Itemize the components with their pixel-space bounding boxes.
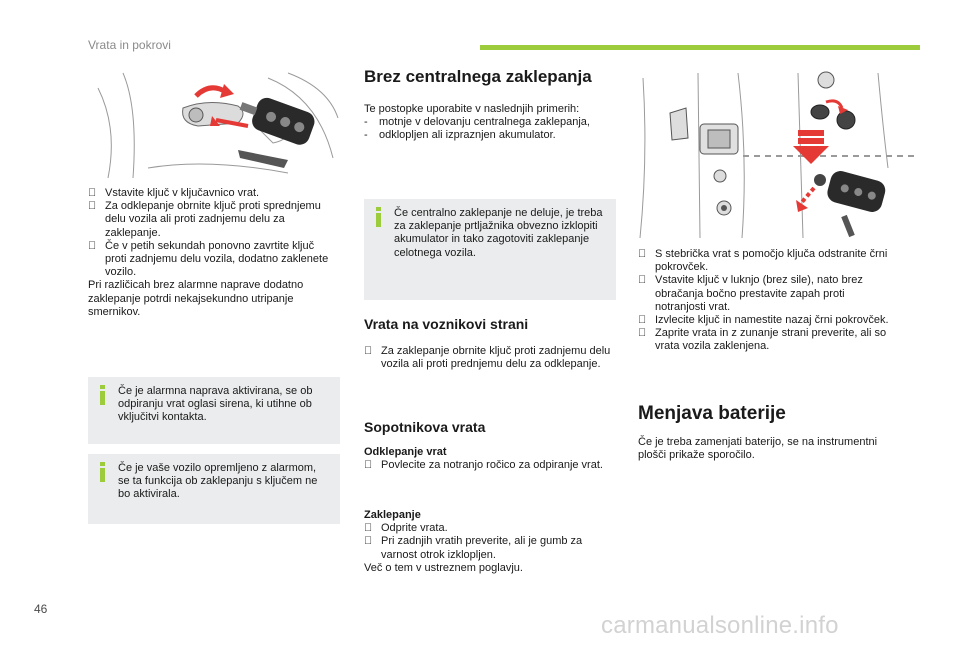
latch-mechanism	[670, 108, 738, 154]
instruction-item: Za odklepanje obrnite ključ proti sprednjemu delu vozila ali proti zadnjemu delu za zaklepanje.	[105, 200, 321, 239]
instruction-item: Izvlecite ključ in namestite nazaj črni pokrovček.	[655, 314, 889, 327]
case-item: - odklopljen ali izpraznjen akumulator.	[364, 129, 556, 142]
note-alarm-siren: Če je alarmna naprava aktivirana, se ob odpiranju vrat oglasi sirena, ki utihne ob vključitvi kontakta.	[88, 377, 340, 444]
instruction-item: Povlecite za notranjo ročico za odpiranje vrat.	[381, 459, 603, 472]
instruction-item: Pri zadnjih vratih preverite, ali je gumb za varnost otrok izklopljen.	[381, 535, 583, 561]
instruction-item: Za zaklepanje obrnite ključ proti zadnjemu delu vozila ali proti prednjemu delu za odklepanje.	[381, 345, 611, 371]
instruction-item: Odprite vrata.	[381, 522, 448, 535]
down-arrow-icon	[793, 130, 829, 164]
key-fob	[235, 90, 317, 148]
running-header: Vrata in pokrovi	[88, 38, 171, 52]
instruction-item: Če v petih sekundah ponovno zavrtite ključ proti zadnjemu delu vozila, dodatno zaklenete vozilo.	[105, 239, 329, 279]
intro-text: Te postopke uporabite v naslednjih primerih:	[364, 103, 580, 115]
instruction-item: Vstavite ključ v luknjo (brez sile), nato brez obračanja bočno prestavite zapah proti notranjosti vrat.	[655, 274, 863, 313]
paragraph-see-chapter: Več o tem v ustreznem poglavju.	[364, 561, 523, 574]
battery-text: Če je treba zamenjati baterijo, se na instrumentni plošči prikaže sporočilo.	[638, 436, 878, 462]
case-item: - motnje v delovanju centralnega zaklepanja,	[364, 116, 590, 129]
subhead-unlocking: Odklepanje vrat	[364, 446, 447, 458]
key-fob	[825, 169, 887, 214]
header-accent-bar	[480, 45, 920, 50]
note-central-locking-failure: Če centralno zaklepanje ne deluje, je treba za zaklepanje prtljažnika obvezno izklopiti akumulator in tako zagotoviti zaklepanje celotnega vozila.	[364, 199, 616, 300]
door-pillar-lock-illustration	[638, 68, 920, 240]
note-alarm-function: Če je vaše vozilo opremljeno z alarmom, se ta funkcija ob zaklepanju s ključem ne bo aktivirala.	[88, 454, 340, 524]
section-title-driver-door: Vrata na voznikovi strani	[364, 316, 529, 332]
instruction-item: Zaprite vrata in z zunanje strani preverite, ali so vrata vozila zaklenjena.	[655, 327, 887, 353]
watermark: carmanualsonline.info	[601, 612, 839, 639]
section-title-battery-change: Menjava baterije	[638, 403, 786, 424]
key-in-door-lock-illustration	[88, 68, 340, 182]
instruction-item: S stebrička vrat s pomočjo ključa odstranite črni pokrovček.	[655, 248, 888, 274]
section-title-no-central-locking: Brez centralnega zaklepanja	[364, 67, 592, 86]
info-icon	[97, 462, 109, 484]
page-number: 46	[34, 602, 48, 616]
subhead-locking: Zaklepanje	[364, 509, 421, 521]
info-icon	[373, 207, 385, 229]
key-blade	[238, 150, 288, 168]
cap-removal	[811, 72, 855, 129]
info-icon	[97, 385, 109, 407]
paragraph-signals: Pri različicah brez alarmne naprave dodatno zaklepanje potrdi nekajsekundno utripanje smernikov.	[88, 279, 304, 318]
instruction-item: Vstavite ključ v ključavnico vrat.	[105, 187, 260, 199]
section-title-passenger-door: Sopotnikova vrata	[364, 419, 486, 435]
